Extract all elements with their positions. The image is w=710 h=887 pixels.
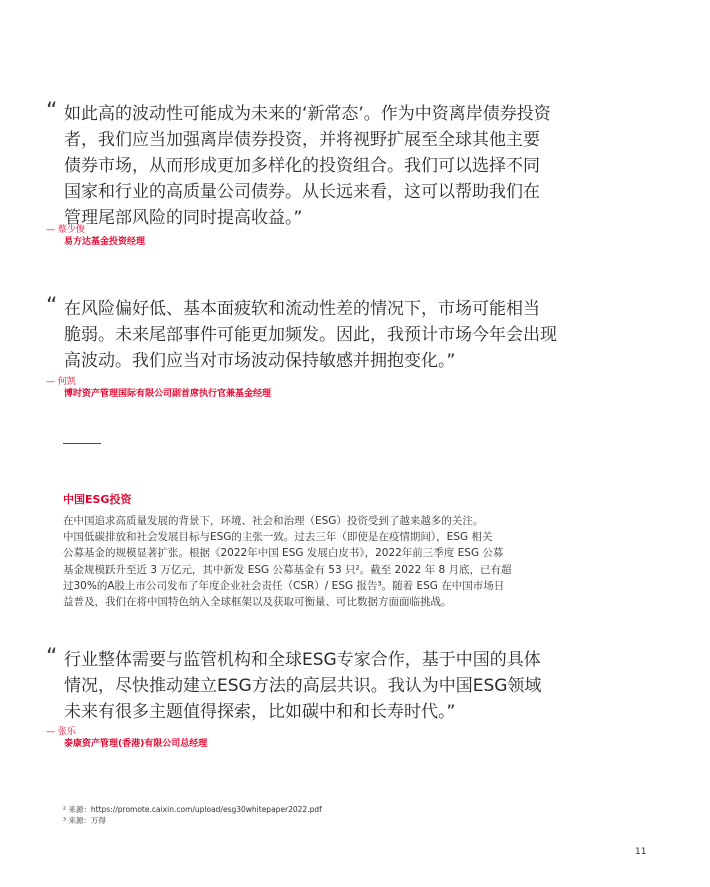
quote-3-author-title: 泰康资产管理(香港)有限公司总经理: [64, 739, 208, 749]
quote-2-attribution: [46, 376, 271, 400]
quote-3-attribution: [46, 726, 207, 750]
quote-1: [46, 101, 606, 231]
section-divider: [63, 443, 101, 444]
quote-1-author-title: 易方达基金投资经理: [64, 237, 146, 247]
quote-3-author: — 张乐: [46, 727, 76, 737]
page-number: 11: [635, 847, 647, 857]
footnote-3: ³ 来源：万得: [63, 816, 106, 825]
footnote-2: ² 来源：https://promote.caixin.com/upload/esg30whitepaper2022.pdf: [63, 805, 322, 814]
quote-3-text: 行业整体需要与监管机构和全球ESG专家合作，基于中国的具体 情况，尽快推动建立ESG方法的高层共识。我认为中国ESG领域 未来有很多主题值得探索，比如碳中和和长寿时代。”: [64, 650, 542, 722]
quote-2-author: — 何凯: [46, 377, 76, 387]
quote-2-author-title: 博时资产管理国际有限公司副首席执行官兼基金经理: [64, 389, 272, 399]
quote-1-text: 如此高的波动性可能成为未来的‘新常态’。作为中资离岸债券投资 者，我们应当加强离岸债券投资，并将视野扩展至全球其他主要 债券市场，从而形成更加多样化的投资组合。我们可以选择不同 国家和行业的高质量公司债券。从长远来看，这可以帮助我们在 管理尾部风险的同时提高收益。”: [64, 104, 551, 228]
quote-2: [46, 296, 606, 374]
open-quote-mark: “: [46, 645, 58, 670]
section-heading: 中国ESG投资: [63, 493, 132, 506]
quote-1-attribution: [46, 224, 145, 248]
open-quote-mark: “: [46, 99, 58, 124]
quote-3: [46, 647, 606, 725]
section-body-text: 在中国追求高质量发展的背景下，环境、社会和治理（ESG）投资受到了越来越多的关注。 中国低碳排放和社会发展目标与ESG的主张一致。过去三年（即使是在疫情期间），ESG 相关 公募基金的规模显著扩张。根据《2022年中国 ESG 发展白皮书》，2022年前三季度 ESG 公募 基金规模跃升至近 3 万亿元，其中新发 ESG 公募基金有 53 只²。截至 2022 年 8 月底，已有超 过30%的A股上市公司发布了年度企业社会责任（CSR）/ ESG 报告³。随着 ESG 在中国市场日 益普及，我们在将中国特色纳入全球框架以及获取可衡量、可比数据方面面临挑战。: [63, 515, 512, 609]
footnotes: [63, 804, 322, 826]
quote-2-text: 在风险偏好低、基本面疲软和流动性差的情况下，市场可能相当 脆弱。未来尾部事件可能更加频发。因此，我预计市场今年会出现 高波动。我们应当对市场波动保持敏感并拥抱变化。”: [64, 299, 557, 371]
open-quote-mark: “: [46, 294, 58, 319]
quote-1-author: — 蔡少俊: [46, 225, 85, 235]
